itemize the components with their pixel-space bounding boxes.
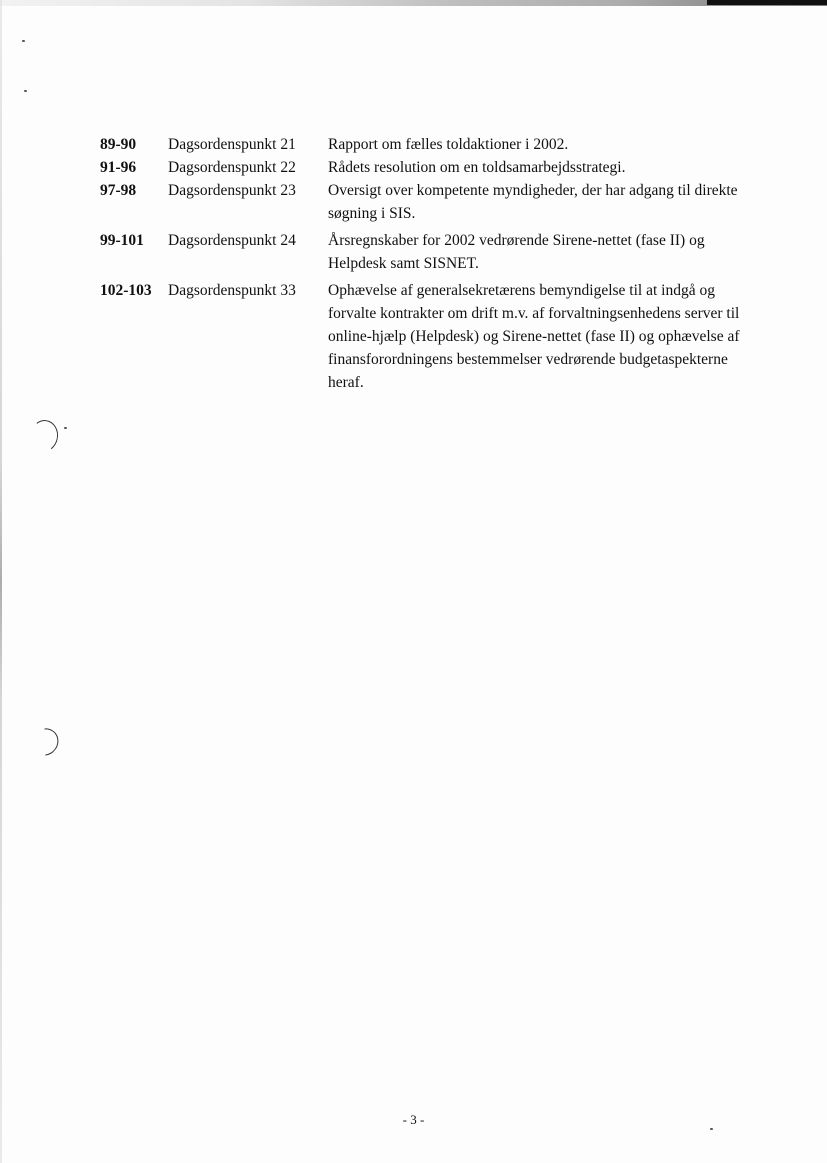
punch-hole-mark: [27, 418, 60, 454]
agenda-item: Dagsordenspunkt 33: [168, 282, 296, 299]
agenda-description: Rådets resolution om en toldsamarbejdsstrategi.: [328, 159, 626, 176]
agenda-row: [100, 179, 760, 225]
agenda-description: Ophævelse af generalsekretærens bemyndigelse til at indgå og forvalte kontrakter om drift m.v. af forvaltningsenhedens server til online-hjælp (Helpdesk) og Sirene-nettet (fase II) og ophævelse af finansforordningens bestemmelser vedrørende budgetaspekterne heraf.: [328, 282, 740, 391]
agenda-item: Dagsordenspunkt 23: [168, 182, 296, 199]
agenda-description: Oversigt over kompetente myndigheder, der har adgang til direkte søgning i SIS.: [328, 182, 738, 222]
agenda-row: [100, 133, 760, 156]
agenda-row: [100, 229, 760, 275]
scan-speck: [24, 90, 27, 92]
agenda-row: [100, 156, 760, 179]
agenda-pages: 99-101: [100, 232, 144, 249]
agenda-item: Dagsordenspunkt 22: [168, 159, 296, 176]
agenda-pages: 97-98: [100, 182, 137, 199]
agenda-list: [100, 133, 760, 394]
agenda-item: Dagsordenspunkt 21: [168, 136, 296, 153]
scan-top-bar: [707, 0, 827, 5]
scan-left-edge: [0, 0, 2, 1163]
scan-speck: [710, 1128, 713, 1130]
agenda-row: [100, 279, 760, 394]
agenda-description: Rapport om fælles toldaktioner i 2002.: [328, 136, 569, 153]
scan-top-edge: [0, 0, 827, 6]
agenda-pages: 89-90: [100, 136, 137, 153]
agenda-pages: 91-96: [100, 159, 137, 176]
agenda-description: Årsregnskaber for 2002 vedrørende Sirene-nettet (fase II) og Helpdesk samt SISNET.: [328, 232, 705, 272]
punch-hole-mark: [26, 723, 64, 761]
agenda-item: Dagsordenspunkt 24: [168, 232, 296, 249]
agenda-pages: 102-103: [100, 282, 152, 299]
scan-speck: [64, 427, 67, 429]
scan-speck: [22, 40, 25, 42]
page-number: - 3 -: [402, 1112, 425, 1127]
